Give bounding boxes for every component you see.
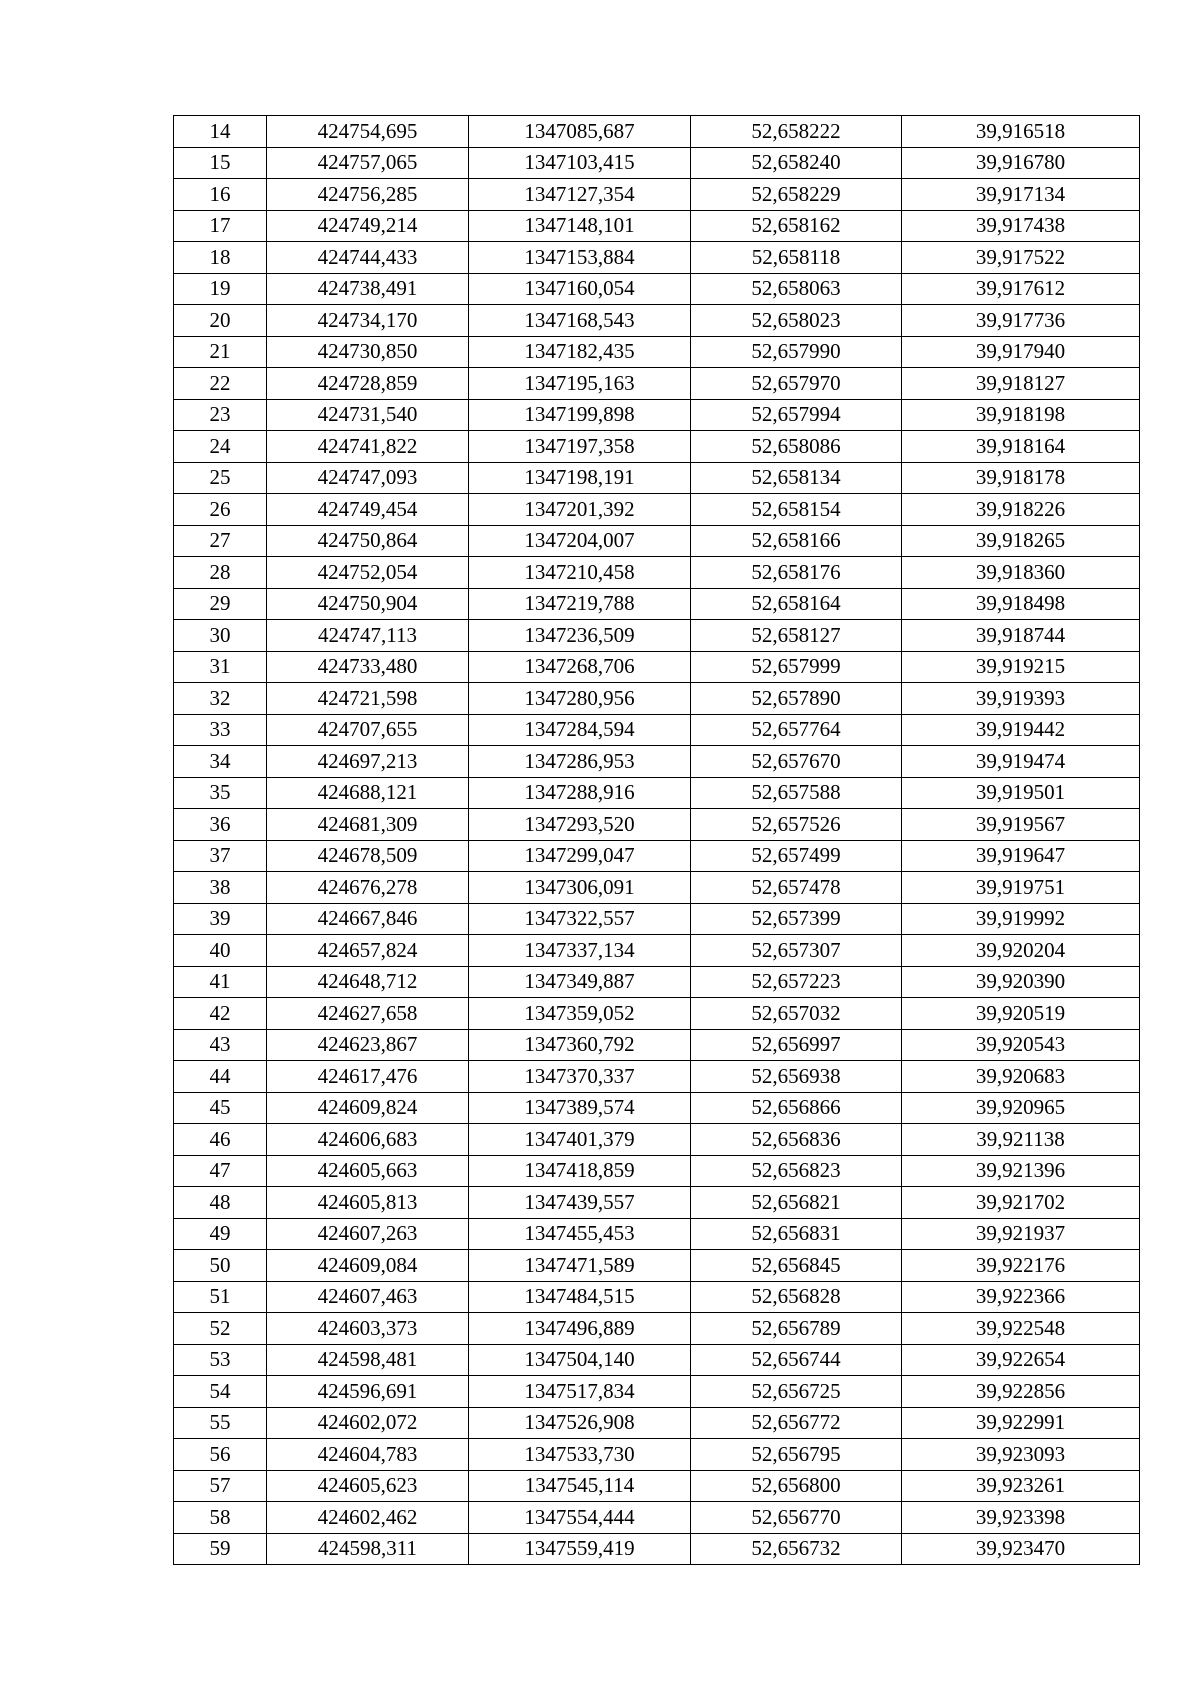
latitude-cell: 52,656845: [691, 1250, 902, 1282]
longitude-cell: 39,916518: [902, 116, 1140, 148]
x-coordinate-cell: 424747,113: [267, 620, 469, 652]
point-number-cell: 53: [174, 1344, 267, 1376]
longitude-cell: 39,917134: [902, 179, 1140, 211]
point-number-cell: 17: [174, 210, 267, 242]
point-number-cell: 30: [174, 620, 267, 652]
point-number-cell: 45: [174, 1092, 267, 1124]
x-coordinate-cell: 424623,867: [267, 1029, 469, 1061]
table-row: [174, 431, 1140, 463]
latitude-cell: 52,658063: [691, 273, 902, 305]
x-coordinate-cell: 424605,623: [267, 1470, 469, 1502]
table-row: [174, 1124, 1140, 1156]
y-coordinate-cell: 1347471,589: [469, 1250, 691, 1282]
coordinates-table: [173, 115, 1140, 1565]
latitude-cell: 52,656828: [691, 1281, 902, 1313]
point-number-cell: 48: [174, 1187, 267, 1219]
x-coordinate-cell: 424738,491: [267, 273, 469, 305]
y-coordinate-cell: 1347496,889: [469, 1313, 691, 1345]
latitude-cell: 52,657990: [691, 336, 902, 368]
latitude-cell: 52,657307: [691, 935, 902, 967]
longitude-cell: 39,921138: [902, 1124, 1140, 1156]
x-coordinate-cell: 424757,065: [267, 147, 469, 179]
longitude-cell: 39,917940: [902, 336, 1140, 368]
y-coordinate-cell: 1347160,054: [469, 273, 691, 305]
y-coordinate-cell: 1347195,163: [469, 368, 691, 400]
y-coordinate-cell: 1347182,435: [469, 336, 691, 368]
point-number-cell: 29: [174, 588, 267, 620]
point-number-cell: 21: [174, 336, 267, 368]
y-coordinate-cell: 1347306,091: [469, 872, 691, 904]
y-coordinate-cell: 1347293,520: [469, 809, 691, 841]
x-coordinate-cell: 424606,683: [267, 1124, 469, 1156]
table-row: [174, 714, 1140, 746]
point-number-cell: 38: [174, 872, 267, 904]
latitude-cell: 52,656997: [691, 1029, 902, 1061]
y-coordinate-cell: 1347554,444: [469, 1502, 691, 1534]
point-number-cell: 24: [174, 431, 267, 463]
x-coordinate-cell: 424747,093: [267, 462, 469, 494]
y-coordinate-cell: 1347401,379: [469, 1124, 691, 1156]
y-coordinate-cell: 1347210,458: [469, 557, 691, 589]
point-number-cell: 28: [174, 557, 267, 589]
table-row: [174, 336, 1140, 368]
y-coordinate-cell: 1347299,047: [469, 840, 691, 872]
point-number-cell: 52: [174, 1313, 267, 1345]
x-coordinate-cell: 424648,712: [267, 966, 469, 998]
latitude-cell: 52,656831: [691, 1218, 902, 1250]
point-number-cell: 33: [174, 714, 267, 746]
latitude-cell: 52,658240: [691, 147, 902, 179]
longitude-cell: 39,918498: [902, 588, 1140, 620]
x-coordinate-cell: 424731,540: [267, 399, 469, 431]
y-coordinate-cell: 1347127,354: [469, 179, 691, 211]
x-coordinate-cell: 424607,463: [267, 1281, 469, 1313]
longitude-cell: 39,919393: [902, 683, 1140, 715]
y-coordinate-cell: 1347484,515: [469, 1281, 691, 1313]
latitude-cell: 52,658164: [691, 588, 902, 620]
point-number-cell: 16: [174, 179, 267, 211]
latitude-cell: 52,658166: [691, 525, 902, 557]
table-row: [174, 1470, 1140, 1502]
table-row: [174, 273, 1140, 305]
y-coordinate-cell: 1347359,052: [469, 998, 691, 1030]
point-number-cell: 34: [174, 746, 267, 778]
point-number-cell: 41: [174, 966, 267, 998]
x-coordinate-cell: 424678,509: [267, 840, 469, 872]
point-number-cell: 27: [174, 525, 267, 557]
table-row: [174, 1218, 1140, 1250]
y-coordinate-cell: 1347533,730: [469, 1439, 691, 1471]
longitude-cell: 39,920683: [902, 1061, 1140, 1093]
table-row: [174, 1187, 1140, 1219]
table-row: [174, 1344, 1140, 1376]
latitude-cell: 52,656823: [691, 1155, 902, 1187]
x-coordinate-cell: 424609,084: [267, 1250, 469, 1282]
x-coordinate-cell: 424602,072: [267, 1407, 469, 1439]
x-coordinate-cell: 424750,864: [267, 525, 469, 557]
y-coordinate-cell: 1347360,792: [469, 1029, 691, 1061]
coordinates-table-body: [174, 116, 1140, 1565]
y-coordinate-cell: 1347322,557: [469, 903, 691, 935]
latitude-cell: 52,658154: [691, 494, 902, 526]
longitude-cell: 39,917438: [902, 210, 1140, 242]
latitude-cell: 52,658118: [691, 242, 902, 274]
point-number-cell: 49: [174, 1218, 267, 1250]
longitude-cell: 39,918744: [902, 620, 1140, 652]
table-row: [174, 1313, 1140, 1345]
longitude-cell: 39,919647: [902, 840, 1140, 872]
latitude-cell: 52,656725: [691, 1376, 902, 1408]
y-coordinate-cell: 1347526,908: [469, 1407, 691, 1439]
x-coordinate-cell: 424688,121: [267, 777, 469, 809]
longitude-cell: 39,922991: [902, 1407, 1140, 1439]
longitude-cell: 39,923093: [902, 1439, 1140, 1471]
y-coordinate-cell: 1347280,956: [469, 683, 691, 715]
table-row: [174, 557, 1140, 589]
x-coordinate-cell: 424752,054: [267, 557, 469, 589]
latitude-cell: 52,656821: [691, 1187, 902, 1219]
x-coordinate-cell: 424707,655: [267, 714, 469, 746]
longitude-cell: 39,917736: [902, 305, 1140, 337]
table-row: [174, 651, 1140, 683]
longitude-cell: 39,920390: [902, 966, 1140, 998]
point-number-cell: 15: [174, 147, 267, 179]
x-coordinate-cell: 424681,309: [267, 809, 469, 841]
latitude-cell: 52,656866: [691, 1092, 902, 1124]
x-coordinate-cell: 424749,454: [267, 494, 469, 526]
latitude-cell: 52,656789: [691, 1313, 902, 1345]
latitude-cell: 52,658176: [691, 557, 902, 589]
x-coordinate-cell: 424605,813: [267, 1187, 469, 1219]
table-row: [174, 777, 1140, 809]
point-number-cell: 20: [174, 305, 267, 337]
table-row: [174, 588, 1140, 620]
y-coordinate-cell: 1347153,884: [469, 242, 691, 274]
y-coordinate-cell: 1347370,337: [469, 1061, 691, 1093]
latitude-cell: 52,657526: [691, 809, 902, 841]
x-coordinate-cell: 424754,695: [267, 116, 469, 148]
longitude-cell: 39,919567: [902, 809, 1140, 841]
point-number-cell: 31: [174, 651, 267, 683]
x-coordinate-cell: 424605,663: [267, 1155, 469, 1187]
point-number-cell: 50: [174, 1250, 267, 1282]
table-row: [174, 1502, 1140, 1534]
longitude-cell: 39,917522: [902, 242, 1140, 274]
point-number-cell: 39: [174, 903, 267, 935]
table-row: [174, 998, 1140, 1030]
longitude-cell: 39,918127: [902, 368, 1140, 400]
table-row: [174, 1250, 1140, 1282]
latitude-cell: 52,656836: [691, 1124, 902, 1156]
x-coordinate-cell: 424721,598: [267, 683, 469, 715]
point-number-cell: 42: [174, 998, 267, 1030]
y-coordinate-cell: 1347517,834: [469, 1376, 691, 1408]
longitude-cell: 39,918164: [902, 431, 1140, 463]
point-number-cell: 36: [174, 809, 267, 841]
x-coordinate-cell: 424676,278: [267, 872, 469, 904]
y-coordinate-cell: 1347103,415: [469, 147, 691, 179]
longitude-cell: 39,918226: [902, 494, 1140, 526]
x-coordinate-cell: 424749,214: [267, 210, 469, 242]
x-coordinate-cell: 424741,822: [267, 431, 469, 463]
table-row: [174, 1376, 1140, 1408]
table-row: [174, 210, 1140, 242]
table-row: [174, 305, 1140, 337]
longitude-cell: 39,922366: [902, 1281, 1140, 1313]
table-row: [174, 872, 1140, 904]
y-coordinate-cell: 1347268,706: [469, 651, 691, 683]
latitude-cell: 52,658162: [691, 210, 902, 242]
longitude-cell: 39,918265: [902, 525, 1140, 557]
latitude-cell: 52,657994: [691, 399, 902, 431]
x-coordinate-cell: 424602,462: [267, 1502, 469, 1534]
x-coordinate-cell: 424697,213: [267, 746, 469, 778]
y-coordinate-cell: 1347349,887: [469, 966, 691, 998]
y-coordinate-cell: 1347455,453: [469, 1218, 691, 1250]
y-coordinate-cell: 1347085,687: [469, 116, 691, 148]
table-row: [174, 809, 1140, 841]
y-coordinate-cell: 1347197,358: [469, 431, 691, 463]
latitude-cell: 52,656770: [691, 1502, 902, 1534]
x-coordinate-cell: 424596,691: [267, 1376, 469, 1408]
latitude-cell: 52,657223: [691, 966, 902, 998]
x-coordinate-cell: 424603,373: [267, 1313, 469, 1345]
longitude-cell: 39,923398: [902, 1502, 1140, 1534]
latitude-cell: 52,658134: [691, 462, 902, 494]
point-number-cell: 14: [174, 116, 267, 148]
latitude-cell: 52,658222: [691, 116, 902, 148]
table-row: [174, 1407, 1140, 1439]
x-coordinate-cell: 424756,285: [267, 179, 469, 211]
latitude-cell: 52,656772: [691, 1407, 902, 1439]
point-number-cell: 58: [174, 1502, 267, 1534]
latitude-cell: 52,657499: [691, 840, 902, 872]
table-row: [174, 966, 1140, 998]
point-number-cell: 51: [174, 1281, 267, 1313]
y-coordinate-cell: 1347504,140: [469, 1344, 691, 1376]
table-row: [174, 1533, 1140, 1565]
longitude-cell: 39,917612: [902, 273, 1140, 305]
table-row: [174, 494, 1140, 526]
y-coordinate-cell: 1347204,007: [469, 525, 691, 557]
longitude-cell: 39,920204: [902, 935, 1140, 967]
longitude-cell: 39,923470: [902, 1533, 1140, 1565]
point-number-cell: 40: [174, 935, 267, 967]
point-number-cell: 44: [174, 1061, 267, 1093]
longitude-cell: 39,921396: [902, 1155, 1140, 1187]
longitude-cell: 39,919992: [902, 903, 1140, 935]
longitude-cell: 39,922548: [902, 1313, 1140, 1345]
latitude-cell: 52,658127: [691, 620, 902, 652]
longitude-cell: 39,918178: [902, 462, 1140, 494]
x-coordinate-cell: 424744,433: [267, 242, 469, 274]
table-row: [174, 116, 1140, 148]
point-number-cell: 57: [174, 1470, 267, 1502]
longitude-cell: 39,922176: [902, 1250, 1140, 1282]
latitude-cell: 52,657970: [691, 368, 902, 400]
latitude-cell: 52,657999: [691, 651, 902, 683]
x-coordinate-cell: 424607,263: [267, 1218, 469, 1250]
x-coordinate-cell: 424617,476: [267, 1061, 469, 1093]
point-number-cell: 43: [174, 1029, 267, 1061]
x-coordinate-cell: 424609,824: [267, 1092, 469, 1124]
point-number-cell: 19: [174, 273, 267, 305]
y-coordinate-cell: 1347545,114: [469, 1470, 691, 1502]
latitude-cell: 52,657764: [691, 714, 902, 746]
y-coordinate-cell: 1347439,557: [469, 1187, 691, 1219]
table-row: [174, 147, 1140, 179]
x-coordinate-cell: 424598,481: [267, 1344, 469, 1376]
longitude-cell: 39,920519: [902, 998, 1140, 1030]
y-coordinate-cell: 1347337,134: [469, 935, 691, 967]
y-coordinate-cell: 1347389,574: [469, 1092, 691, 1124]
latitude-cell: 52,657478: [691, 872, 902, 904]
x-coordinate-cell: 424733,480: [267, 651, 469, 683]
x-coordinate-cell: 424657,824: [267, 935, 469, 967]
longitude-cell: 39,922856: [902, 1376, 1140, 1408]
table-row: [174, 368, 1140, 400]
longitude-cell: 39,923261: [902, 1470, 1140, 1502]
point-number-cell: 55: [174, 1407, 267, 1439]
longitude-cell: 39,918360: [902, 557, 1140, 589]
point-number-cell: 54: [174, 1376, 267, 1408]
table-row: [174, 1061, 1140, 1093]
longitude-cell: 39,919215: [902, 651, 1140, 683]
x-coordinate-cell: 424728,859: [267, 368, 469, 400]
table-row: [174, 1281, 1140, 1313]
longitude-cell: 39,918198: [902, 399, 1140, 431]
latitude-cell: 52,657032: [691, 998, 902, 1030]
latitude-cell: 52,656800: [691, 1470, 902, 1502]
x-coordinate-cell: 424750,904: [267, 588, 469, 620]
table-row: [174, 1092, 1140, 1124]
y-coordinate-cell: 1347198,191: [469, 462, 691, 494]
latitude-cell: 52,656732: [691, 1533, 902, 1565]
latitude-cell: 52,657399: [691, 903, 902, 935]
table-row: [174, 1029, 1140, 1061]
x-coordinate-cell: 424598,311: [267, 1533, 469, 1565]
y-coordinate-cell: 1347199,898: [469, 399, 691, 431]
x-coordinate-cell: 424627,658: [267, 998, 469, 1030]
y-coordinate-cell: 1347559,419: [469, 1533, 691, 1565]
longitude-cell: 39,920543: [902, 1029, 1140, 1061]
y-coordinate-cell: 1347284,594: [469, 714, 691, 746]
y-coordinate-cell: 1347168,543: [469, 305, 691, 337]
longitude-cell: 39,916780: [902, 147, 1140, 179]
y-coordinate-cell: 1347288,916: [469, 777, 691, 809]
table-row: [174, 242, 1140, 274]
latitude-cell: 52,656744: [691, 1344, 902, 1376]
longitude-cell: 39,919474: [902, 746, 1140, 778]
latitude-cell: 52,657670: [691, 746, 902, 778]
point-number-cell: 47: [174, 1155, 267, 1187]
table-row: [174, 399, 1140, 431]
longitude-cell: 39,921702: [902, 1187, 1140, 1219]
table-row: [174, 620, 1140, 652]
y-coordinate-cell: 1347418,859: [469, 1155, 691, 1187]
y-coordinate-cell: 1347286,953: [469, 746, 691, 778]
point-number-cell: 32: [174, 683, 267, 715]
latitude-cell: 52,656938: [691, 1061, 902, 1093]
table-row: [174, 746, 1140, 778]
x-coordinate-cell: 424667,846: [267, 903, 469, 935]
x-coordinate-cell: 424604,783: [267, 1439, 469, 1471]
point-number-cell: 23: [174, 399, 267, 431]
longitude-cell: 39,919442: [902, 714, 1140, 746]
y-coordinate-cell: 1347219,788: [469, 588, 691, 620]
point-number-cell: 56: [174, 1439, 267, 1471]
table-row: [174, 683, 1140, 715]
table-row: [174, 525, 1140, 557]
table-row: [174, 1155, 1140, 1187]
latitude-cell: 52,656795: [691, 1439, 902, 1471]
table-row: [174, 462, 1140, 494]
longitude-cell: 39,920965: [902, 1092, 1140, 1124]
longitude-cell: 39,919501: [902, 777, 1140, 809]
point-number-cell: 37: [174, 840, 267, 872]
point-number-cell: 35: [174, 777, 267, 809]
longitude-cell: 39,922654: [902, 1344, 1140, 1376]
y-coordinate-cell: 1347201,392: [469, 494, 691, 526]
table-row: [174, 179, 1140, 211]
x-coordinate-cell: 424734,170: [267, 305, 469, 337]
point-number-cell: 22: [174, 368, 267, 400]
point-number-cell: 59: [174, 1533, 267, 1565]
table-row: [174, 935, 1140, 967]
point-number-cell: 25: [174, 462, 267, 494]
y-coordinate-cell: 1347236,509: [469, 620, 691, 652]
latitude-cell: 52,657588: [691, 777, 902, 809]
point-number-cell: 18: [174, 242, 267, 274]
table-row: [174, 1439, 1140, 1471]
latitude-cell: 52,657890: [691, 683, 902, 715]
y-coordinate-cell: 1347148,101: [469, 210, 691, 242]
table-row: [174, 840, 1140, 872]
latitude-cell: 52,658023: [691, 305, 902, 337]
longitude-cell: 39,919751: [902, 872, 1140, 904]
point-number-cell: 26: [174, 494, 267, 526]
longitude-cell: 39,921937: [902, 1218, 1140, 1250]
table-row: [174, 903, 1140, 935]
latitude-cell: 52,658086: [691, 431, 902, 463]
latitude-cell: 52,658229: [691, 179, 902, 211]
x-coordinate-cell: 424730,850: [267, 336, 469, 368]
point-number-cell: 46: [174, 1124, 267, 1156]
